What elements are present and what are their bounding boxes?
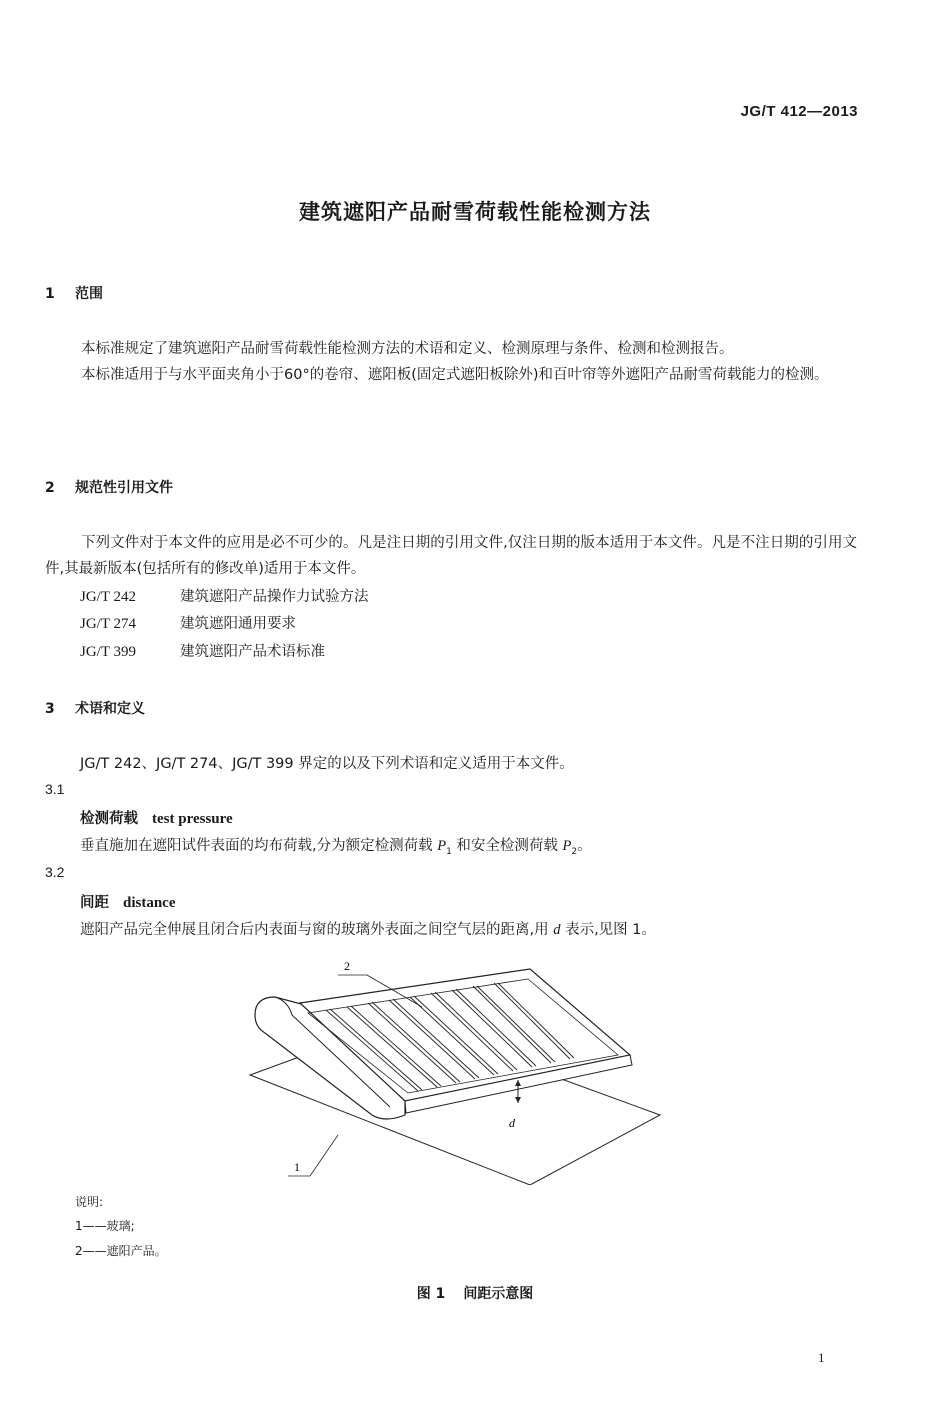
section-1-heading [45,283,103,303]
section-number: 3 [45,701,55,717]
distance-label: d [509,1116,515,1130]
subscript: 2 [571,846,578,857]
label-1: 1 [294,1160,300,1174]
section-title: 范围 [75,286,103,302]
reference-item [80,612,296,633]
definition-text: 垂直施加在遮阳试件表面的均布荷载,分为额定检测荷载 [80,838,438,854]
section-number: 1 [45,286,55,302]
section-2-body [45,530,857,582]
term-zh: 间距 [80,895,109,911]
term-definition [80,834,592,857]
paragraph: 下列文件对于本文件的应用是必不可少的。凡是注日期的引用文件,仅注日期的版本适用于本文件。凡是不注日期的引用文件,其最新版本(包括所有的修改单)适用于本文件。 [45,535,857,577]
reference-code: JG/T 274 [80,616,136,632]
term-definition [80,918,656,939]
document-title: 建筑遮阳产品耐雪荷载性能检测方法 [299,200,651,224]
paragraph: 本标准规定了建筑遮阳产品耐雪荷载性能检测方法的术语和定义、检测原理与条件、检测和检测报告。 [81,341,734,357]
definition-text: 遮阳产品完全伸展且闭合后内表面与窗的玻璃外表面之间空气层的距离,用 [80,922,554,938]
section-3-heading [45,698,145,718]
reference-item [80,585,369,606]
reference-item [80,640,325,661]
paragraph: 本标准适用于与水平面夹角小于60°的卷帘、遮阳板(固定式遮阳板除外)和百叶帘等外遮阳产品耐雪荷载能力的检测。 [81,367,829,383]
definition-text: 表示,见图 1。 [560,922,657,938]
term-zh: 检测荷载 [80,811,138,827]
clause-number: 3.2 [45,864,65,880]
subscript: 1 [446,846,452,857]
term-entry [80,891,176,912]
reference-title: 建筑遮阳通用要求 [180,616,296,632]
definition-text: 和安全检测荷载 [451,838,563,854]
legend-item: 1——玻璃; [75,1219,135,1233]
figure-number: 图 1 [416,1286,446,1302]
leader-line-1 [310,1135,338,1176]
page-number: 1 [818,1350,825,1365]
figure-title: 间距示意图 [463,1286,534,1302]
legend-item: 2——遮阳产品。 [75,1244,167,1258]
term-entry [80,807,233,828]
section-1-body [45,336,857,388]
section-title: 规范性引用文件 [75,480,173,496]
term-en: test pressure [152,811,233,827]
reference-title: 建筑遮阳产品术语标准 [180,644,325,660]
standard-code: JG/T 412—2013 [740,103,858,120]
reference-code: JG/T 399 [80,644,136,660]
symbol-p1: P [437,838,447,854]
reference-title: 建筑遮阳产品操作力试验方法 [180,589,369,605]
symbol-p2: P [562,838,572,854]
definition-text: 。 [577,838,592,854]
figure-caption [0,1283,950,1303]
section-number: 2 [45,480,55,496]
section-3-intro: JG/T 242、JG/T 274、JG/T 399 界定的以及下列术语和定义适用于本文件。 [80,756,574,772]
figure-1-diagram [230,955,680,1185]
legend-title: 说明: [75,1195,104,1209]
reference-code: JG/T 242 [80,589,136,605]
section-title: 术语和定义 [75,701,145,717]
section-2-heading [45,477,173,497]
symbol-d: d [553,922,561,938]
label-2: 2 [344,959,350,973]
clause-number: 3.1 [45,781,65,797]
term-en: distance [123,895,176,911]
